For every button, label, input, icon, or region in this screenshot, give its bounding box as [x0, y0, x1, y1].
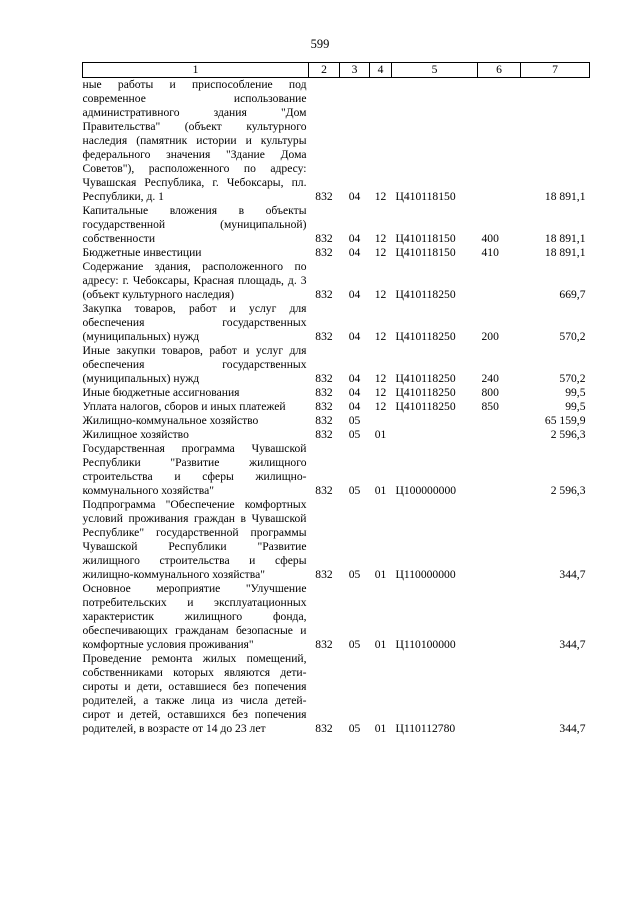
- row-target-cell: Ц410118250: [395, 288, 456, 301]
- row-name-cell: Основное мероприятие "Улучшение потребительских и эксплуатационных характеристик жилищного фонда, обеспечивающих гражданам безопасные и комфортные условия проживания": [82, 582, 307, 651]
- row-amount-cell: 65 159,9: [544, 414, 586, 427]
- row-subsection-cell: 01: [374, 722, 387, 735]
- row-code-cell: 832: [315, 638, 333, 651]
- row-type-cell: [478, 414, 521, 428]
- table-header-row: [83, 63, 590, 78]
- row-type-cell: [478, 260, 521, 302]
- row-type-cell: 410: [481, 246, 499, 259]
- row-code-cell: 832: [315, 722, 333, 735]
- row-code-cell: 832: [315, 484, 333, 497]
- row-amount-cell: 99,5: [565, 400, 586, 413]
- table-row: [83, 442, 590, 498]
- row-subsection-cell: 12: [374, 400, 387, 413]
- row-amount-cell: 2 596,3: [550, 484, 586, 497]
- row-section-cell: 05: [348, 568, 361, 581]
- header-cell: 1: [83, 63, 309, 78]
- row-section-cell: 04: [348, 190, 361, 203]
- row-section-cell: 04: [348, 400, 361, 413]
- row-type-cell: 400: [481, 232, 499, 245]
- table-row: [83, 414, 590, 428]
- row-target-cell: Ц110000000: [395, 568, 456, 581]
- header-cell: 5: [392, 63, 478, 78]
- row-type-cell: [478, 428, 521, 442]
- row-name-cell: Государственная программа Чувашской Республики "Развитие жилищного строительства и сферы жилищно-коммунального хозяйства": [82, 442, 307, 497]
- budget-table: [82, 62, 590, 736]
- row-target-cell: [392, 428, 478, 442]
- row-type-cell: 850: [481, 400, 499, 413]
- row-code-cell: 832: [315, 190, 333, 203]
- row-subsection-cell: 12: [374, 330, 387, 343]
- header-cell: 3: [340, 63, 370, 78]
- header-cell: 7: [521, 63, 590, 78]
- row-section-cell: 04: [348, 330, 361, 343]
- row-code-cell: 832: [315, 372, 333, 385]
- table-row: [83, 260, 590, 302]
- row-type-cell: [478, 582, 521, 652]
- row-name-cell: Уплата налогов, сборов и иных платежей: [82, 400, 286, 413]
- row-name-cell: Бюджетные инвестиции: [82, 246, 202, 259]
- row-subsection-cell: 12: [374, 288, 387, 301]
- row-type-cell: 200: [481, 330, 499, 343]
- row-target-cell: Ц410118150: [395, 246, 456, 259]
- row-subsection-cell: 12: [374, 190, 387, 203]
- table-row: [83, 652, 590, 736]
- row-code-cell: 832: [315, 232, 333, 245]
- row-code-cell: 832: [315, 288, 333, 301]
- row-subsection-cell: 12: [374, 246, 387, 259]
- row-section-cell: 05: [348, 414, 361, 427]
- row-type-cell: [478, 498, 521, 582]
- table-row: [83, 582, 590, 652]
- row-subsection-cell: 01: [374, 568, 387, 581]
- row-amount-cell: 18 891,1: [544, 246, 586, 259]
- row-target-cell: Ц410118150: [395, 232, 456, 245]
- row-name-cell: Иные закупки товаров, работ и услуг для обеспечения государственных (муниципальных) нужд: [82, 344, 307, 385]
- table-row: [83, 400, 590, 414]
- row-target-cell: [392, 414, 478, 428]
- row-section-cell: 04: [348, 232, 361, 245]
- header-cell: 6: [478, 63, 521, 78]
- row-code-cell: 832: [315, 330, 333, 343]
- row-type-cell: [478, 78, 521, 205]
- row-amount-cell: 18 891,1: [544, 190, 586, 203]
- row-name-cell: Жилищно-коммунальное хозяйство: [82, 414, 259, 427]
- row-name-cell: Капитальные вложения в объекты государственной (муниципальной) собственности: [82, 204, 307, 245]
- row-amount-cell: 2 596,3: [550, 428, 586, 441]
- row-type-cell: 240: [481, 372, 499, 385]
- row-name-cell: Закупка товаров, работ и услуг для обеспечения государственных (муниципальных) нужд: [82, 302, 307, 343]
- row-code-cell: 832: [315, 414, 333, 427]
- row-subsection-cell: 01: [374, 484, 387, 497]
- row-amount-cell: 570,2: [559, 372, 586, 385]
- row-name-cell: Жилищное хозяйство: [82, 428, 189, 441]
- row-amount-cell: 669,7: [559, 288, 586, 301]
- row-code-cell: 832: [315, 400, 333, 413]
- row-type-cell: 800: [481, 386, 499, 399]
- row-name-cell: Иные бюджетные ассигнования: [82, 386, 240, 399]
- row-name-cell: ные работы и приспособление под современное использование административного здания "Дом Правительства" (объект культурного наследия (памятник истории и культуры федерального значения "Здание Дома Советов"), расположенного по адресу: Чувашская Республика, г. Чебоксары, пл. Республики, д. 1: [82, 78, 307, 203]
- header-cell: 2: [309, 63, 340, 78]
- table-row: [83, 246, 590, 260]
- row-section-cell: 05: [348, 722, 361, 735]
- row-amount-cell: 344,7: [559, 722, 586, 735]
- row-section-cell: 05: [348, 638, 361, 651]
- row-amount-cell: 344,7: [559, 638, 586, 651]
- row-target-cell: Ц410118250: [395, 372, 456, 385]
- page-number: 599: [310, 37, 330, 51]
- row-section-cell: 04: [348, 246, 361, 259]
- table-row: [83, 204, 590, 246]
- table-row: [83, 498, 590, 582]
- row-subsection-cell: 12: [374, 386, 387, 399]
- row-amount-cell: 18 891,1: [544, 232, 586, 245]
- row-code-cell: 832: [315, 428, 333, 441]
- row-name-cell: Содержание здания, расположенного по адресу: г. Чебоксары, Красная площадь, д. 3 (объект культурного наследия): [82, 260, 307, 301]
- row-amount-cell: 570,2: [559, 330, 586, 343]
- row-target-cell: Ц100000000: [395, 484, 457, 497]
- row-section-cell: 05: [348, 484, 361, 497]
- row-subsection-cell: [370, 414, 392, 428]
- row-amount-cell: 344,7: [559, 568, 586, 581]
- table-row: [83, 78, 590, 205]
- row-section-cell: 04: [348, 386, 361, 399]
- row-type-cell: [478, 442, 521, 498]
- row-section-cell: 04: [348, 372, 361, 385]
- row-target-cell: Ц410118250: [395, 386, 456, 399]
- row-type-cell: [478, 652, 521, 736]
- row-section-cell: 05: [348, 428, 361, 441]
- row-target-cell: Ц410118250: [395, 330, 456, 343]
- row-code-cell: 832: [315, 568, 333, 581]
- row-amount-cell: 99,5: [565, 386, 586, 399]
- row-target-cell: Ц110112780: [395, 722, 456, 735]
- row-target-cell: Ц410118150: [395, 190, 456, 203]
- table-row: [83, 302, 590, 344]
- table-row: [83, 428, 590, 442]
- table-row: [83, 386, 590, 400]
- row-name-cell: Подпрограмма "Обеспечение комфортных условий проживания граждан в Чувашской Республике" государственной программы Чувашской Республики "Развитие жилищного строительства и сферы жилищно-коммунального хозяйства": [82, 498, 307, 581]
- row-section-cell: 04: [348, 288, 361, 301]
- row-subsection-cell: 12: [374, 232, 387, 245]
- row-subsection-cell: 12: [374, 372, 387, 385]
- row-code-cell: 832: [315, 246, 333, 259]
- header-cell: 4: [370, 63, 392, 78]
- row-code-cell: 832: [315, 386, 333, 399]
- row-name-cell: Проведение ремонта жилых помещений, собственниками которых являются дети-сироты и дети, оставшиеся без попечения родителей, а также лица из числа детей-сирот и детей, оставшихся без попечения родителей, в возрасте от 14 до 23 лет: [82, 652, 307, 735]
- row-target-cell: Ц410118250: [395, 400, 456, 413]
- table-row: [83, 344, 590, 386]
- row-subsection-cell: 01: [374, 638, 387, 651]
- row-target-cell: Ц110100000: [395, 638, 456, 651]
- row-subsection-cell: 01: [374, 428, 387, 441]
